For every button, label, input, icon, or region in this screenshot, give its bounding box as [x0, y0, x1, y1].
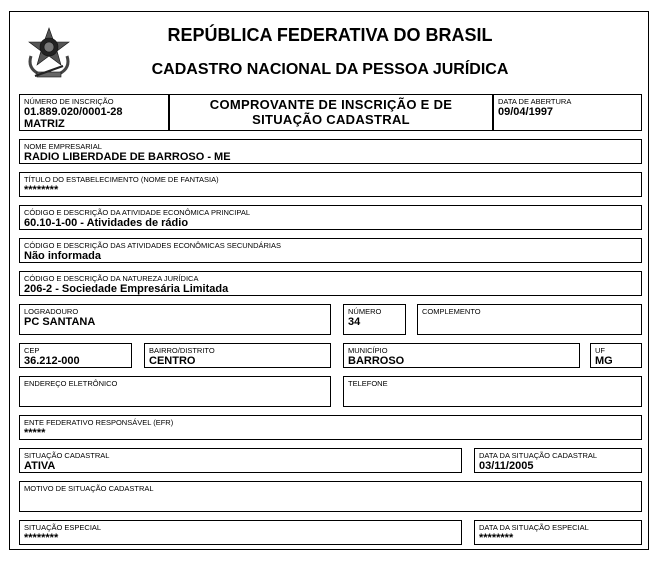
email-field	[19, 376, 331, 407]
data-situacao-especial-label: DATA DA SITUAÇÃO ESPECIAL	[479, 523, 589, 532]
efr-field	[19, 415, 642, 440]
numero-field	[343, 304, 406, 335]
situacao-field	[19, 448, 462, 473]
cep-value: 36.212-000	[24, 355, 80, 367]
inscricao-type: MATRIZ	[24, 118, 65, 130]
motivo-label: MOTIVO DE SITUAÇÃO CADASTRAL	[24, 484, 154, 493]
logradouro-label: LOGRADOURO	[24, 307, 79, 316]
municipio-field	[343, 343, 580, 368]
data-situacao-value: 03/11/2005	[479, 460, 534, 472]
comprovante-title-line1: COMPROVANTE DE INSCRIÇÃO E DE	[209, 97, 453, 112]
uf-value: MG	[595, 355, 613, 367]
complemento-field	[417, 304, 642, 335]
fantasia-value: ********	[24, 184, 59, 196]
header-republic: REPÚBLICA FEDERATIVA DO BRASIL	[167, 25, 493, 45]
fantasia-label: TÍTULO DO ESTABELECIMENTO (NOME DE FANTASIA)	[24, 175, 219, 184]
situacao-especial-label: SITUAÇÃO ESPECIAL	[24, 523, 102, 532]
atividade-principal-field	[19, 205, 642, 230]
efr-label: ENTE FEDERATIVO RESPONSÁVEL (EFR)	[24, 418, 174, 427]
header-registry: CADASTRO NACIONAL DA PESSOA JURÍDICA	[151, 61, 509, 78]
efr-value: *****	[24, 427, 46, 439]
abertura-value: 09/04/1997	[498, 106, 554, 118]
inscricao-label: NÚMERO DE INSCRIÇÃO	[24, 97, 114, 106]
situacao-label: SITUAÇÃO CADASTRAL	[24, 451, 110, 460]
inscricao-field	[19, 94, 169, 131]
situacao-especial-field	[19, 520, 462, 545]
bairro-value: CENTRO	[149, 355, 196, 367]
fantasia-field	[19, 172, 642, 197]
cep-field	[19, 343, 132, 368]
data-situacao-especial-field	[474, 520, 642, 545]
nome-empresarial-field	[19, 139, 642, 164]
abertura-label: DATA DE ABERTURA	[498, 97, 572, 106]
motivo-field	[19, 481, 642, 512]
data-situacao-especial-value: ********	[479, 532, 514, 544]
cep-label: CEP	[24, 346, 40, 355]
telefone-label: TELEFONE	[348, 379, 388, 388]
natureza-juridica-value: 206-2 - Sociedade Empresária Limitada	[24, 283, 229, 295]
uf-label: UF	[595, 346, 605, 355]
bairro-label: BAIRRO/DISTRITO	[149, 346, 215, 355]
bairro-field	[144, 343, 331, 368]
data-situacao-label: DATA DA SITUAÇÃO CADASTRAL	[479, 451, 598, 460]
email-label: ENDEREÇO ELETRÔNICO	[24, 379, 118, 388]
telefone-field	[343, 376, 642, 407]
numero-value: 34	[348, 316, 361, 328]
situacao-value: ATIVA	[24, 460, 56, 472]
atividade-principal-label: CÓDIGO E DESCRIÇÃO DA ATIVIDADE ECONÔMICA PRINCIPAL	[24, 208, 251, 217]
natureza-juridica-field	[19, 271, 642, 296]
atividade-principal-value: 60.10-1-00 - Atividades de rádio	[24, 217, 189, 229]
data-situacao-field	[474, 448, 642, 473]
situacao-especial-value: ********	[24, 532, 59, 544]
complemento-label: COMPLEMENTO	[422, 307, 481, 316]
logradouro-value: PC SANTANA	[24, 316, 96, 328]
atividades-secundarias-field	[19, 238, 642, 263]
atividades-secundarias-value: Não informada	[24, 250, 102, 262]
comprovante-title-line2: SITUAÇÃO CADASTRAL	[252, 112, 410, 127]
nome-empresarial-value: RADIO LIBERDADE DE BARROSO - ME	[24, 151, 231, 163]
inscricao-number: 01.889.020/0001-28	[24, 106, 123, 118]
uf-field	[590, 343, 642, 368]
municipio-value: BARROSO	[348, 355, 405, 367]
atividades-secundarias-label: CÓDIGO E DESCRIÇÃO DAS ATIVIDADES ECONÔMICAS SECUNDÁRIAS	[24, 241, 281, 250]
logradouro-field	[19, 304, 331, 335]
natureza-juridica-label: CÓDIGO E DESCRIÇÃO DA NATUREZA JURÍDICA	[24, 274, 199, 283]
nome-empresarial-label: NOME EMPRESARIAL	[24, 142, 102, 151]
numero-label: NÚMERO	[348, 307, 382, 316]
abertura-field	[493, 94, 642, 131]
municipio-label: MUNICÍPIO	[348, 346, 388, 355]
comprovante-title-box	[169, 94, 493, 131]
